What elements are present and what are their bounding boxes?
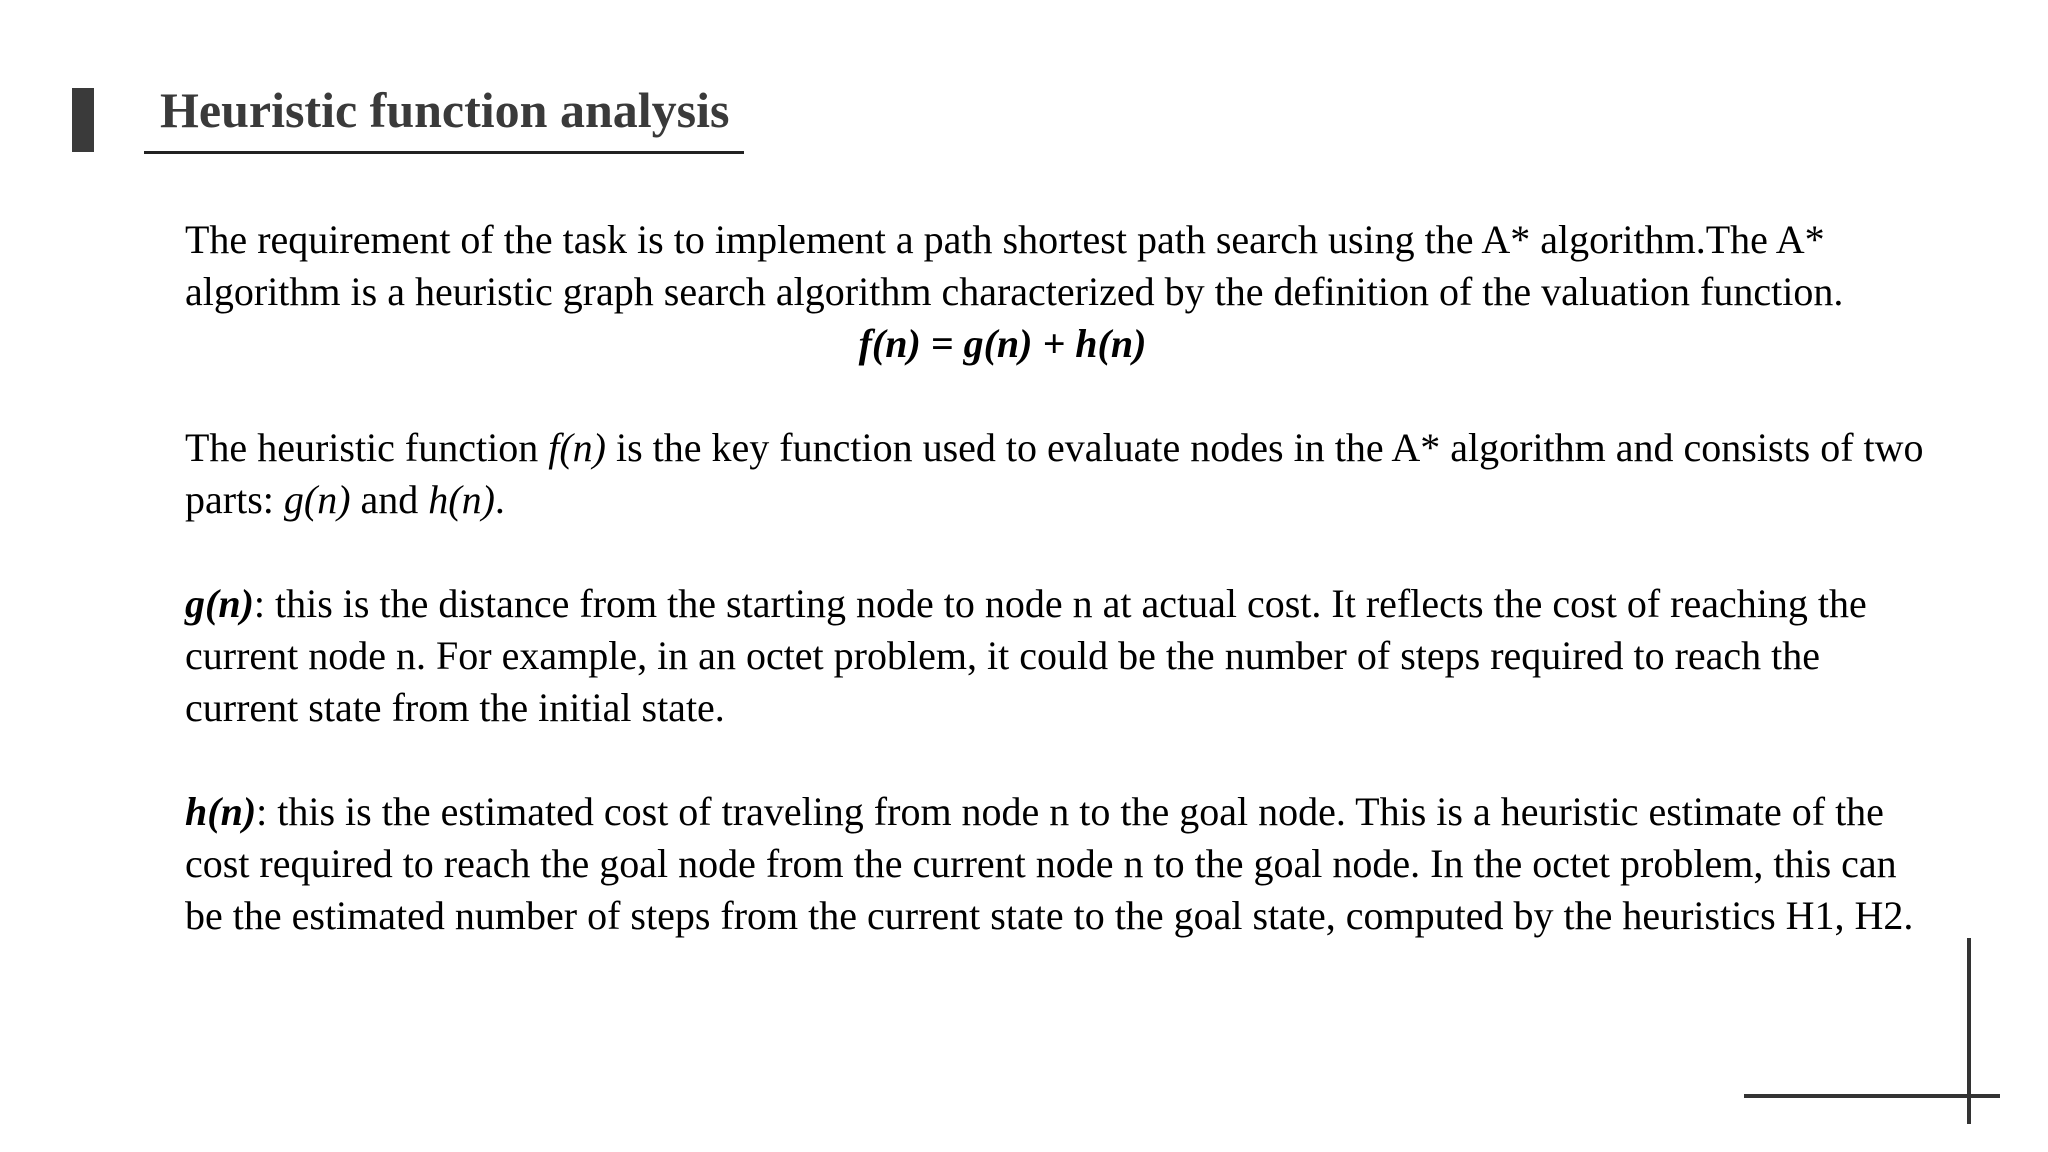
heuristic-text-3: and (350, 477, 429, 522)
title-marker (72, 88, 94, 152)
g-definition-paragraph (185, 578, 1925, 734)
page-title: Heuristic function analysis (160, 82, 730, 138)
heuristic-text-4: . (494, 477, 505, 522)
fn-term: f(n) (548, 425, 606, 470)
intro-paragraph: The requirement of the task is to implement a path shortest path search using the A* algorithm.The A* algorithm is a heuristic graph search algorithm characterized by the definition of the valuation function. (185, 217, 1844, 314)
heuristic-text-1: The heuristic function (185, 425, 549, 470)
g-definition-text: : this is the distance from the starting node to node n at actual cost. It reflects the cost of reaching the current node n. For example, in an octet problem, it could be the number of steps required to reach the current state from the initial state. (185, 581, 1867, 730)
h-definition-paragraph (185, 786, 1925, 942)
content-body (185, 214, 1925, 942)
title-underline (144, 151, 744, 154)
h-definition-term: h(n) (185, 789, 257, 834)
formula: f(n) = g(n) + h(n) (858, 321, 1147, 366)
heuristic-text-2: is the key function used to evaluate nodes in the A* algorithm and consists of two parts: (185, 425, 1924, 522)
heuristic-paragraph (185, 422, 1925, 526)
h-definition-text: : this is the estimated cost of traveling from node n to the goal node. This is a heuristic estimate of the cost required to reach the goal node from the current node n to the goal node. In the octet problem, this can be the estimated number of steps from the current state to the goal state, computed by the heuristics H1, H2. (185, 789, 1914, 938)
g-definition-term: g(n) (185, 581, 254, 626)
corner-mark-horizontal (1744, 1094, 2000, 1098)
gn-term: g(n) (283, 477, 351, 522)
hn-term: h(n) (428, 477, 495, 522)
